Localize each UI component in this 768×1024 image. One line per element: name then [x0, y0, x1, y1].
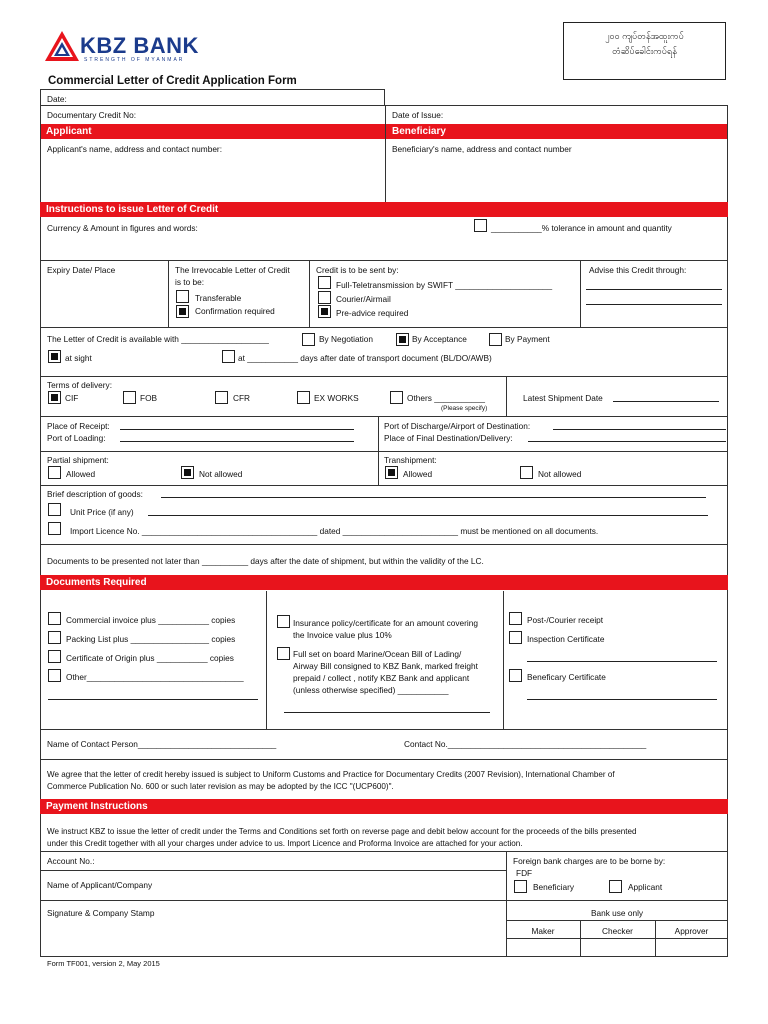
unit-price-label: Unit Price (if any)	[70, 507, 134, 517]
by-acceptance-checkbox[interactable]	[396, 333, 409, 346]
partial-allowed-checkbox[interactable]	[48, 466, 61, 479]
place-of-receipt-line	[120, 429, 354, 430]
bank-name: KBZ BANK	[80, 33, 199, 58]
at-days-label: at ___________ days after date of transport document (BL/DO/AWB)	[238, 353, 492, 363]
swift-checkbox[interactable]	[318, 276, 331, 289]
inspection-certificate-checkbox[interactable]	[509, 631, 522, 644]
courier-airmail-checkbox[interactable]	[318, 291, 331, 304]
transhipment-allowed-checkbox[interactable]	[385, 466, 398, 479]
port-of-loading-field[interactable]: Port of Loading:	[47, 433, 106, 443]
by-acceptance-label: By Acceptance	[412, 334, 467, 344]
agreement-line-2: Commerce Publication No. 600 or such later revision as may be adopted by the ICC "(UCP600)".	[47, 782, 394, 791]
form-version-footer: Form TF001, version 2, May 2015	[47, 959, 160, 968]
bill-of-lading-line-4[interactable]: (unless otherwise specified) ___________	[293, 685, 449, 695]
cif-label: CIF	[65, 393, 79, 403]
unit-price-checkbox[interactable]	[48, 503, 61, 516]
fob-label: FOB	[140, 393, 158, 403]
at-sight-label: at sight	[65, 353, 92, 363]
instructions-header: Instructions to issue Letter of Credit	[40, 202, 728, 217]
courier-airmail-label: Courier/Airmail	[336, 294, 391, 304]
transferable-label: Transferable	[195, 293, 242, 303]
packing-list-checkbox[interactable]	[48, 631, 61, 644]
bank-use-only-label: Bank use only	[590, 908, 644, 918]
tolerance-checkbox[interactable]	[474, 219, 487, 232]
documents-required-header: Documents Required	[40, 575, 728, 590]
others-checkbox[interactable]	[390, 391, 403, 404]
advise-line-2[interactable]	[586, 304, 722, 305]
latest-shipment-line	[613, 401, 719, 402]
brief-description-field[interactable]: Brief description of goods:	[47, 489, 143, 499]
bank-tagline: STRENGTH OF MYANMAR	[84, 57, 185, 63]
charges-applicant-label: Applicant	[628, 882, 663, 892]
other-document-line	[48, 699, 258, 700]
preadvice-label: Pre-advice required	[336, 308, 409, 318]
agreement-line-1: We agree that the letter of credit hereby issued is subject to Uniform Customs and Practice for Documentary Credits (2007 Revision), International Chamber of	[47, 770, 615, 779]
by-negotiation-label: By Negotiation	[319, 334, 373, 344]
please-specify-note: (Please specify)	[441, 405, 488, 412]
commercial-invoice-checkbox[interactable]	[48, 612, 61, 625]
account-no-field[interactable]: Account No.:	[47, 856, 95, 866]
docs-presented-field[interactable]: Documents to be presented not later than __________ days after the date of shipment, but within the validity of the LC.	[47, 556, 484, 566]
maker-label: Maker	[531, 926, 555, 936]
advise-through-label: Advise this Credit through:	[589, 265, 687, 275]
payment-line-2: under this Credit together with all your charges under advice to us. Import Licence and Proforma Invoice are attached for your action.	[47, 839, 523, 848]
charges-beneficiary-label: Beneficiary	[533, 882, 575, 892]
brief-description-line	[161, 497, 706, 498]
tolerance-label: ___________% tolerance in amount and quantity	[491, 223, 672, 233]
advise-line-1[interactable]	[586, 289, 722, 290]
applicant-company-field[interactable]: Name of Applicant/Company	[47, 880, 153, 890]
foreign-charges-label: Foreign bank charges are to be borne by:	[513, 856, 666, 866]
transhipment-not-allowed-label: Not allowed	[538, 469, 582, 479]
commercial-invoice-label[interactable]: Commercial invoice plus ___________ copies	[66, 615, 236, 625]
preadvice-checkbox[interactable]	[318, 305, 331, 318]
insurance-line-2: the Invoice value plus 10%	[293, 630, 392, 640]
final-destination-line	[528, 441, 726, 442]
port-of-discharge-field[interactable]: Port of Discharge/Airport of Destination:	[384, 421, 531, 431]
available-with-field[interactable]: The Letter of Credit is available with ___________________	[47, 334, 269, 344]
sent-by-label: Credit is to be sent by:	[316, 265, 399, 275]
partial-allowed-label: Allowed	[66, 469, 96, 479]
beneficiary-certificate-label: Beneficary Certificate	[527, 672, 606, 682]
beneficiary-certificate-checkbox[interactable]	[509, 669, 522, 682]
final-destination-field[interactable]: Place of Final Destination/Delivery:	[384, 433, 513, 443]
irrevocable-label: The Irrevocable Letter of Credit	[175, 265, 290, 275]
payment-line-1: We instruct KBZ to issue the letter of credit under the Terms and Conditions set forth on reverse page and debit below account for the proceeds of the bills presented	[47, 827, 637, 836]
cif-checkbox[interactable]	[48, 391, 61, 404]
transhipment-allowed-label: Allowed	[403, 469, 433, 479]
post-courier-checkbox[interactable]	[509, 612, 522, 625]
by-payment-checkbox[interactable]	[489, 333, 502, 346]
expiry-date-place-field[interactable]: Expiry Date/ Place	[47, 265, 116, 275]
import-licence-field[interactable]: Import Licence No. ______________________________________ dated _________________________ must be mentioned on all documents.	[70, 526, 599, 536]
place-of-receipt-field[interactable]: Place of Receipt:	[47, 421, 110, 431]
beneficiary-detail-field[interactable]: Beneficiary's name, address and contact number	[392, 144, 572, 154]
checker-label: Checker	[602, 926, 633, 936]
contact-no-field[interactable]: Contact No.___________________________________________	[404, 739, 647, 749]
at-days-checkbox[interactable]	[222, 350, 235, 363]
charges-beneficiary-checkbox[interactable]	[514, 880, 527, 893]
partial-shipment-label: Partial shipment:	[47, 455, 109, 465]
date-of-issue-label[interactable]: Date of Issue:	[392, 110, 444, 120]
transhipment-not-allowed-checkbox[interactable]	[520, 466, 533, 479]
kbz-logo-icon	[44, 30, 80, 62]
is-to-be-label: is to be:	[175, 277, 205, 287]
ex-works-checkbox[interactable]	[297, 391, 310, 404]
terms-of-delivery-label: Terms of delivery:	[47, 380, 113, 390]
post-courier-label: Post-/Courier receipt	[527, 615, 604, 625]
fob-checkbox[interactable]	[123, 391, 136, 404]
at-sight-checkbox[interactable]	[48, 350, 61, 363]
bill-of-lading-line-3: prepaid / collect , notify KBZ Bank and applicant	[293, 673, 470, 683]
certificate-origin-label[interactable]: Certificate of Origin plus ___________ copies	[66, 653, 234, 663]
import-licence-checkbox[interactable]	[48, 522, 61, 535]
partial-not-allowed-label: Not allowed	[199, 469, 243, 479]
cfr-checkbox[interactable]	[215, 391, 228, 404]
by-negotiation-checkbox[interactable]	[302, 333, 315, 346]
confirmation-required-checkbox[interactable]	[176, 305, 189, 318]
swift-label: Full-Teletransmission by SWIFT _____________________	[336, 280, 553, 290]
inspection-certificate-label: Inspection Certificate	[527, 634, 605, 644]
ex-works-label: EX WORKS	[314, 393, 359, 403]
approver-label: Approver	[674, 926, 709, 936]
currency-amount-field[interactable]: Currency & Amount in figures and words:	[47, 223, 198, 233]
signature-stamp-field[interactable]: Signature & Company Stamp	[47, 908, 155, 918]
transferable-checkbox[interactable]	[176, 290, 189, 303]
doc-credit-no-label[interactable]: Documentary Credit No:	[47, 110, 136, 120]
bill-of-lading-checkbox[interactable]	[277, 647, 290, 660]
form-title: Commercial Letter of Credit Application Form	[48, 75, 297, 87]
other-document-label[interactable]: Other__________________________________	[66, 672, 244, 682]
packing-list-label[interactable]: Packing List plus _________________ copies	[66, 634, 236, 644]
top-table	[40, 89, 385, 105]
bill-of-lading-extra-line	[284, 712, 490, 713]
other-document-checkbox[interactable]	[48, 669, 61, 682]
bill-of-lading-line-1: Full set on board Marine/Ocean Bill of Lading/	[293, 649, 462, 659]
confirmation-required-label: Confirmation required	[195, 306, 275, 316]
applicant-header: Applicant	[40, 124, 385, 139]
port-of-discharge-line	[553, 429, 726, 430]
fdf-label: FDF	[516, 868, 533, 878]
contact-person-field[interactable]: Name of Contact Person______________________________	[47, 739, 277, 749]
partial-not-allowed-checkbox[interactable]	[181, 466, 194, 479]
insurance-checkbox[interactable]	[277, 615, 290, 628]
bill-of-lading-line-2: Airway Bill consigned to KBZ Bank, marked freight	[293, 661, 478, 671]
payment-instructions-header: Payment Instructions	[40, 799, 728, 814]
beneficiary-certificate-line	[527, 699, 717, 700]
by-payment-label: By Payment	[505, 334, 550, 344]
unit-price-line	[148, 515, 708, 516]
transhipment-label: Transhipment:	[384, 455, 437, 465]
applicant-detail-field[interactable]: Applicant's name, address and contact number:	[47, 144, 222, 154]
stamp-line-2: တံဆိပ်ခေါင်းကပ်ရန်	[612, 46, 677, 56]
certificate-origin-checkbox[interactable]	[48, 650, 61, 663]
inspection-line	[527, 661, 717, 662]
beneficiary-header: Beneficiary	[386, 124, 728, 139]
latest-shipment-field[interactable]: Latest Shipment Date	[523, 393, 603, 403]
date-label[interactable]: Date:	[47, 94, 67, 104]
others-label[interactable]: Others ___________	[407, 393, 485, 403]
cfr-label: CFR	[233, 393, 251, 403]
insurance-line-1: Insurance policy/certificate for an amount covering	[293, 618, 478, 628]
charges-applicant-checkbox[interactable]	[609, 880, 622, 893]
stamp-line-1: ၂၀၀ ကျပ်တန်အထူးကပ်	[605, 31, 684, 41]
port-of-loading-line	[120, 441, 354, 442]
